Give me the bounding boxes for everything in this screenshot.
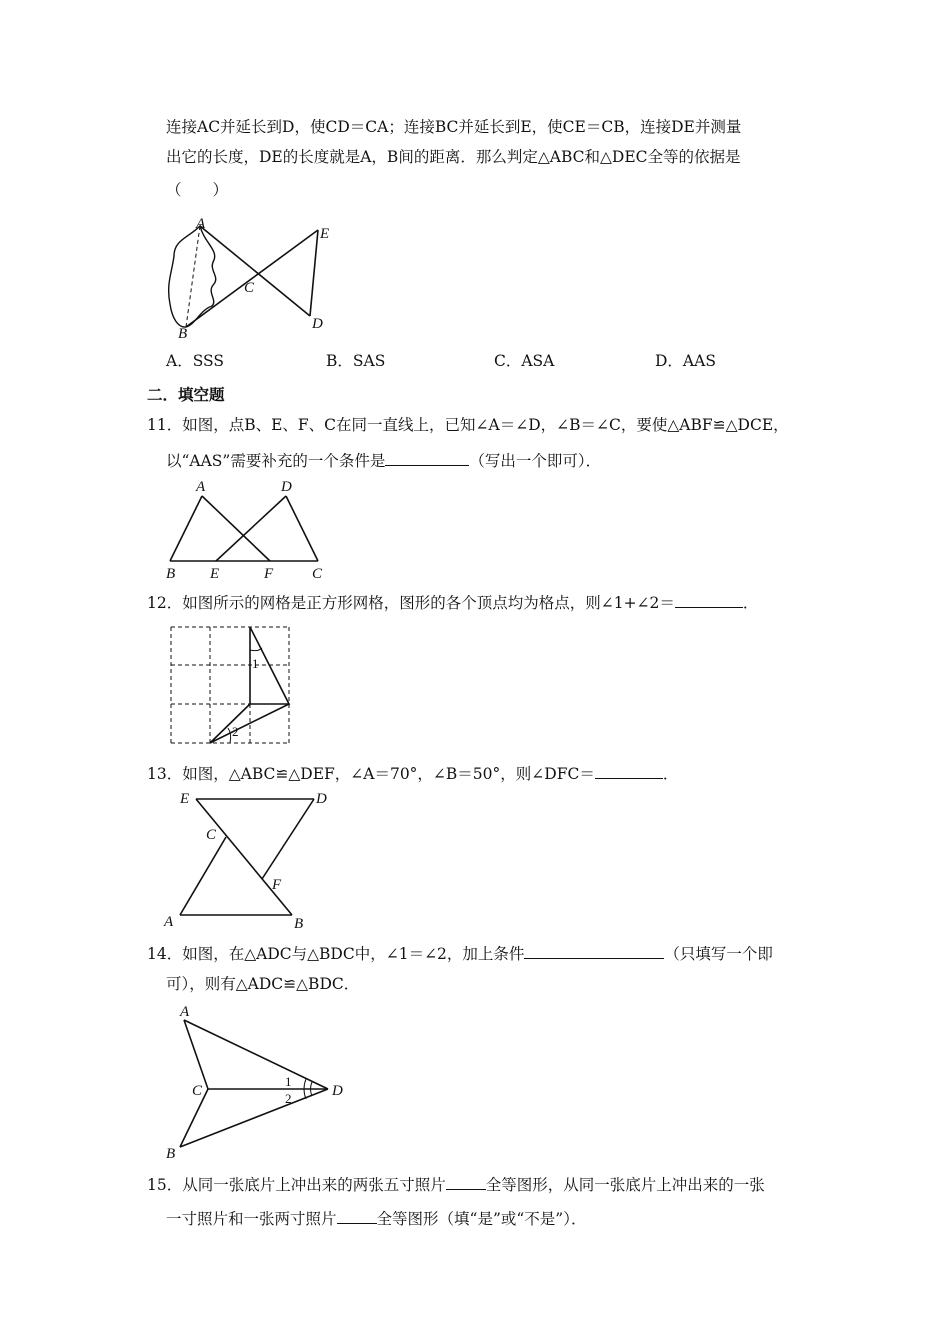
- q11-label-a: A: [196, 479, 206, 495]
- q11-line-2-b: （写出一个即可）．: [469, 452, 602, 470]
- q13-label-a: A: [164, 914, 174, 930]
- q14-line-1-b: （只填写一个即: [664, 945, 773, 963]
- q13-label-b: B: [294, 916, 304, 932]
- q14-label-a: A: [180, 1004, 190, 1020]
- q14-figure: [160, 1002, 360, 1162]
- q15-answer-blank-2: [337, 1207, 377, 1224]
- q15-line-1-a: 15．从同一张底片上冲出来的两张五寸照片: [147, 1176, 446, 1194]
- q12-line-1-a: 12．如图所示的网格是正方形网格，图形的各个顶点均为格点，则∠1+∠2＝: [147, 594, 675, 612]
- q13-label-f: F: [272, 877, 282, 893]
- q13-line-1: [147, 762, 678, 784]
- q11-line-2: [166, 449, 601, 471]
- q15-line-2-a: 一寸照片和一张两寸照片: [166, 1210, 337, 1228]
- q12-angle-1: 1: [252, 656, 259, 671]
- q13-figure: [160, 787, 340, 932]
- q15-line-1-b: 全等图形，从同一张底片上冲出来的一张: [485, 1176, 765, 1194]
- q13-answer-blank: [595, 762, 663, 779]
- q10-label-e: E: [320, 226, 330, 242]
- q14-label-d: D: [332, 1083, 343, 1099]
- q14-answer-blank: [524, 942, 664, 959]
- q11-label-f: F: [264, 566, 274, 582]
- q14-label-b: B: [166, 1146, 176, 1162]
- section-title: 二．填空题: [147, 386, 225, 404]
- q11-answer-blank: [385, 449, 469, 466]
- q14-angle-1: 1: [285, 1074, 292, 1089]
- q10-label-c: C: [244, 280, 255, 296]
- q12-answer-blank: [675, 591, 743, 608]
- q11-label-d: D: [281, 479, 292, 495]
- q10-figure: [160, 212, 345, 342]
- q14-line-1-a: 14．如图，在△ADC与△BDC中，∠1＝∠2，加上条件: [147, 945, 525, 963]
- q10-line-1: 连接AC并延长到D，使CD＝CA；连接BC并延长到E，使CE＝CB，连接DE并测量: [166, 118, 742, 136]
- q10-line-2: 出它的长度，DE的长度就是A，B间的距离．那么判定△ABC和△DEC全等的依据是: [166, 148, 741, 166]
- q15-line-1: [147, 1173, 765, 1195]
- q14-line-1: [147, 942, 773, 964]
- q10-option-d: D．AAS: [655, 352, 716, 370]
- q14-label-c: C: [192, 1083, 203, 1099]
- q11-label-c: C: [312, 566, 323, 582]
- q11-label-b: B: [166, 566, 176, 582]
- q10-label-b: B: [178, 326, 188, 342]
- q10-label-d: D: [312, 316, 323, 332]
- q15-line-2-b: 全等图形（填“是”或“不是”）．: [376, 1210, 587, 1228]
- q13-line-1-b: ．: [662, 765, 679, 783]
- q14-angle-2: 2: [285, 1091, 292, 1106]
- q10-line-3: （ ）: [166, 181, 229, 199]
- q14-line-2: 可），则有△ADC≌△BDC．: [166, 975, 360, 993]
- q11-line-1: 11．如图，点B、E、F、C在同一直线上，已知∠A＝∠D，∠B＝∠C，要使△ABF≌△DCE，: [147, 416, 789, 434]
- q13-label-d: D: [316, 791, 327, 807]
- q10-label-a: A: [196, 216, 206, 232]
- q12-grid-figure: [166, 622, 294, 748]
- q11-figure: [160, 476, 330, 584]
- q12-line-1-b: ．: [742, 594, 759, 612]
- q11-label-e: E: [210, 566, 220, 582]
- q13-line-1-a: 13．如图，△ABC≌△DEF，∠A＝70°，∠B＝50°，则∠DFC＝: [147, 765, 595, 783]
- q10-option-c: C．ASA: [494, 352, 555, 370]
- q13-label-c: C: [206, 827, 217, 843]
- q13-label-e: E: [180, 791, 190, 807]
- q11-line-2-a: 以“AAS”需要补充的一个条件是: [166, 452, 386, 470]
- q12-angle-2: 2: [232, 724, 239, 739]
- q12-line-1: [147, 591, 758, 613]
- q10-option-a: A．SSS: [166, 352, 225, 370]
- q10-option-b: B．SAS: [326, 352, 386, 370]
- q15-line-2: [166, 1207, 586, 1229]
- q15-answer-blank-1: [446, 1173, 486, 1190]
